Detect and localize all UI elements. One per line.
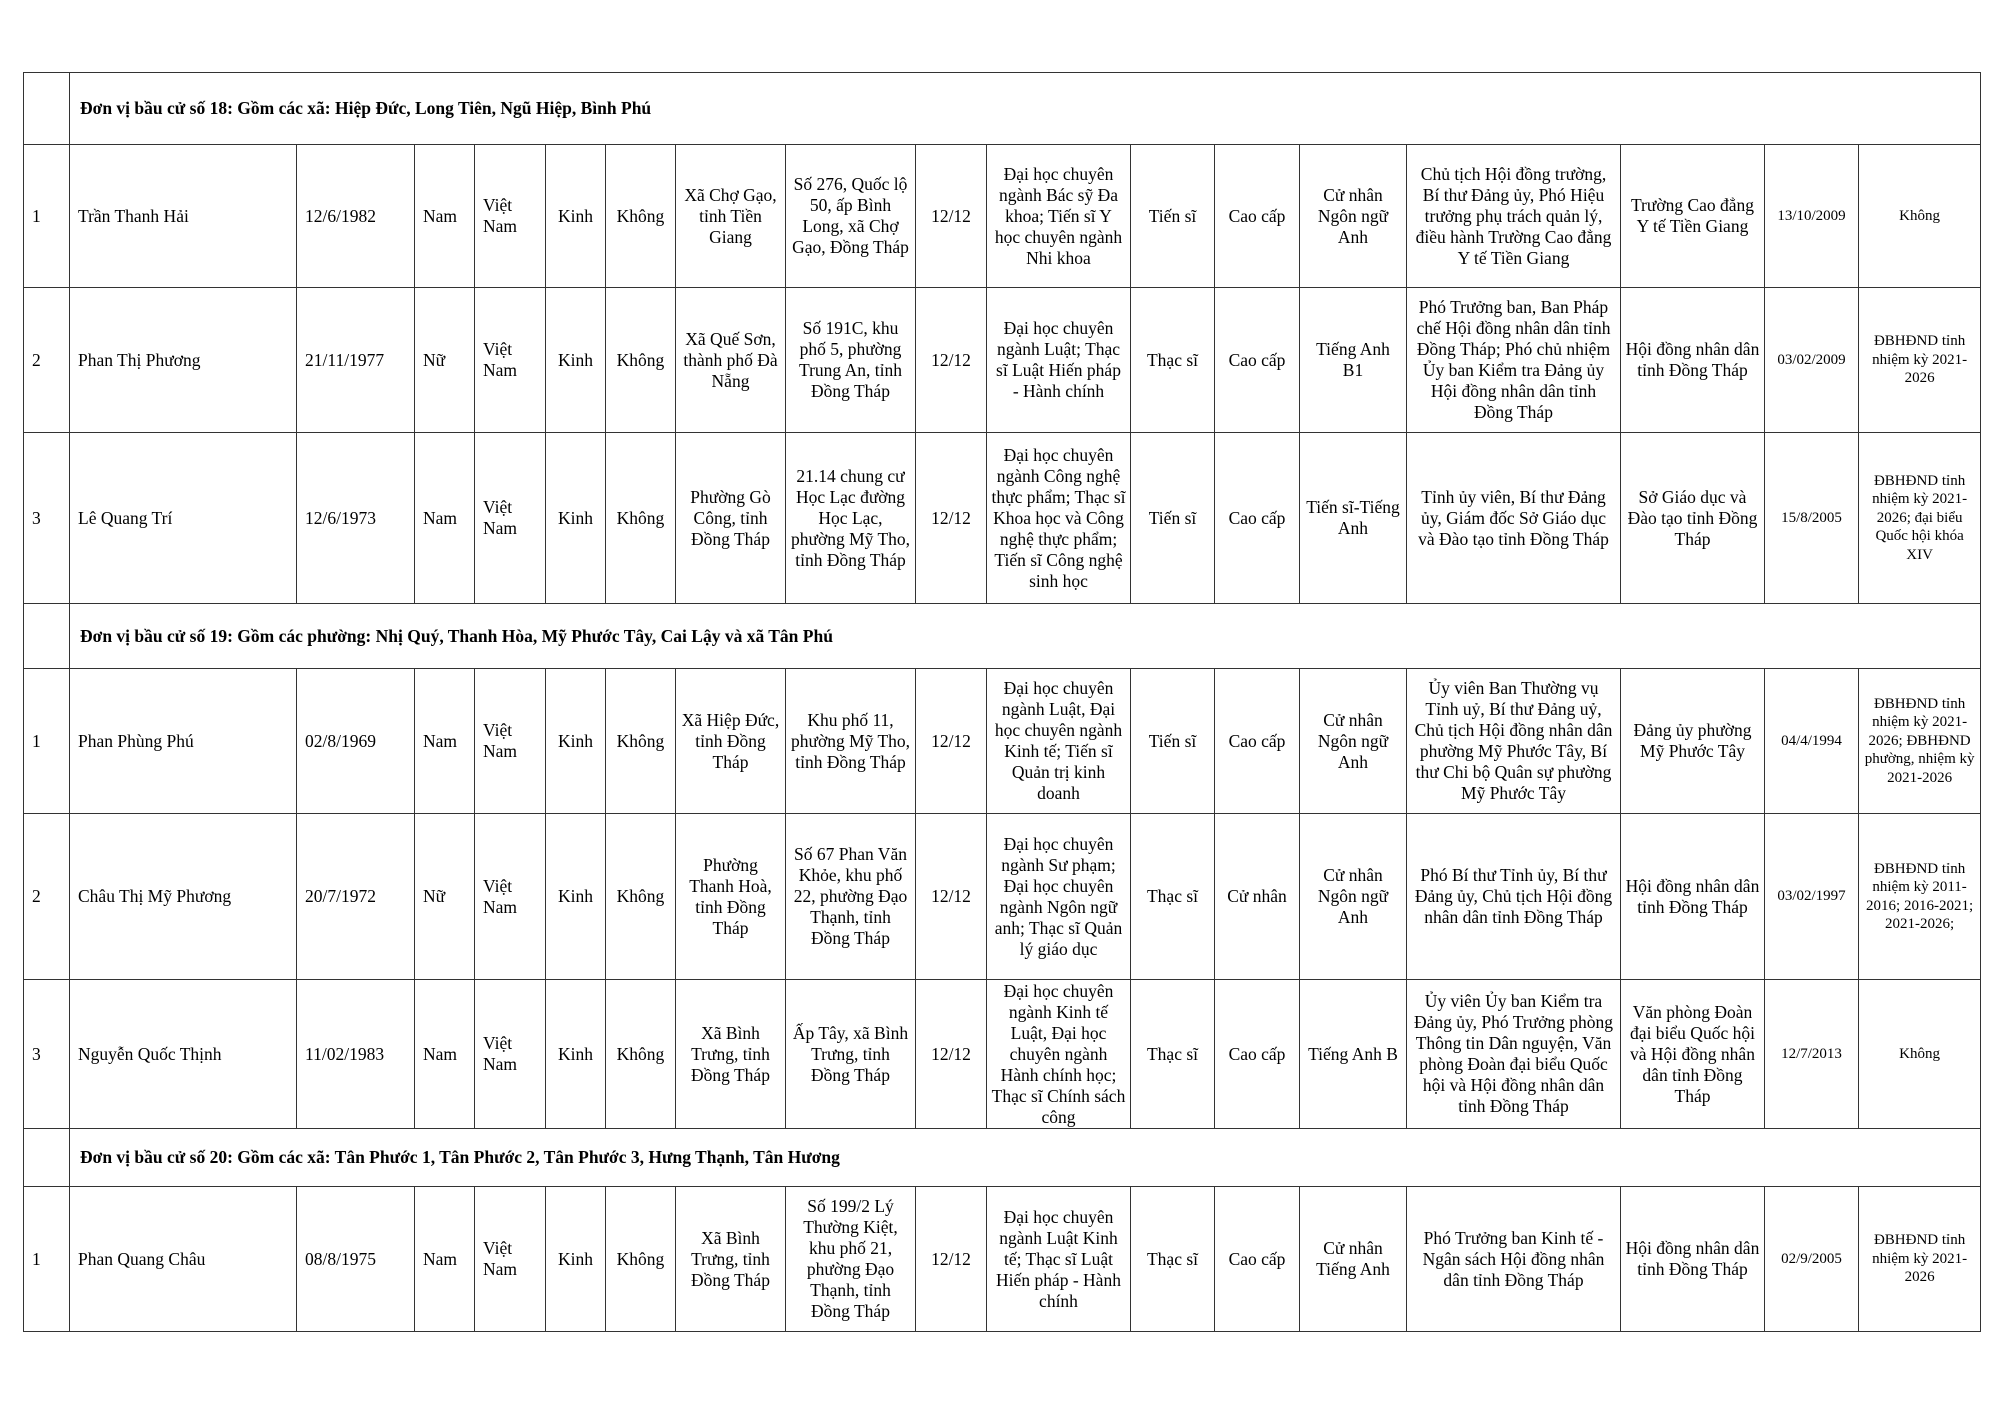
foreign-language: Cử nhân Ngôn ngữ Anh	[1300, 669, 1407, 814]
nationality: Việt Nam	[475, 433, 546, 604]
specialty: Đại học chuyên ngành Sư phạm; Đại học chuyên ngành Ngôn ngữ anh; Thạc sĩ Quản lý giáo dục	[987, 814, 1131, 980]
table-row	[24, 669, 1981, 814]
delegate-history: ĐBHĐND tỉnh nhiệm kỳ 2011-2016; 2016-2021; 2021-2026;	[1859, 814, 1981, 980]
nationality: Việt Nam	[475, 980, 546, 1129]
gender: Nam	[415, 433, 475, 604]
political-theory: Cao cấp	[1215, 433, 1300, 604]
hometown: Xã Bình Trưng, tỉnh Đồng Tháp	[676, 980, 786, 1129]
academic-degree: Tiến sĩ	[1131, 433, 1215, 604]
workplace: Sở Giáo dục và Đào tạo tỉnh Đồng Tháp	[1621, 433, 1765, 604]
general-education: 12/12	[916, 669, 987, 814]
delegate-history: Không	[1859, 980, 1981, 1129]
workplace: Hội đồng nhân dân tỉnh Đồng Tháp	[1621, 288, 1765, 433]
current-position: Chủ tịch Hội đồng trường, Bí thư Đảng ủy, Phó Hiệu trưởng phụ trách quản lý, điều hành Trường Cao đẳng Y tế Tiền Giang	[1407, 145, 1621, 288]
workplace: Đảng ủy phường Mỹ Phước Tây	[1621, 669, 1765, 814]
religion: Không	[606, 145, 676, 288]
candidate-name: Trần Thanh Hải	[70, 145, 297, 288]
general-education: 12/12	[916, 1187, 987, 1332]
religion: Không	[606, 433, 676, 604]
candidate-name: Lê Quang Trí	[70, 433, 297, 604]
candidate-table	[23, 72, 1981, 1332]
group-header-spacer	[24, 604, 70, 669]
gender: Nữ	[415, 814, 475, 980]
current-position: Ủy viên Ban Thường vụ Tỉnh uỷ, Bí thư Đảng uỷ, Chủ tịch Hội đồng nhân dân phường Mỹ Phước Tây, Bí thư Chi bộ Quân sự phường Mỹ Phước Tây	[1407, 669, 1621, 814]
academic-degree: Tiến sĩ	[1131, 669, 1215, 814]
delegate-history: ĐBHĐND tỉnh nhiệm kỳ 2021-2026; ĐBHĐND phường, nhiệm kỳ 2021-2026	[1859, 669, 1981, 814]
political-theory: Cao cấp	[1215, 288, 1300, 433]
date-of-birth: 21/11/1977	[297, 288, 415, 433]
residence: Số 276, Quốc lộ 50, ấp Bình Long, xã Chợ Gạo, Đồng Tháp	[786, 145, 916, 288]
candidate-name: Phan Quang Châu	[70, 1187, 297, 1332]
hometown: Phường Gò Công, tỉnh Đồng Tháp	[676, 433, 786, 604]
academic-degree: Thạc sĩ	[1131, 288, 1215, 433]
party-join-date: 03/02/1997	[1765, 814, 1859, 980]
ethnicity: Kinh	[546, 145, 606, 288]
date-of-birth: 02/8/1969	[297, 669, 415, 814]
candidate-name: Châu Thị Mỹ Phương	[70, 814, 297, 980]
party-join-date: 13/10/2009	[1765, 145, 1859, 288]
nationality: Việt Nam	[475, 145, 546, 288]
general-education: 12/12	[916, 814, 987, 980]
delegate-history: ĐBHĐND tỉnh nhiệm kỳ 2021-2026; đại biểu Quốc hội khóa XIV	[1859, 433, 1981, 604]
table-body	[24, 73, 1981, 1332]
gender: Nam	[415, 980, 475, 1129]
general-education: 12/12	[916, 145, 987, 288]
residence: Số 67 Phan Văn Khỏe, khu phố 22, phường Đạo Thạnh, tỉnh Đồng Tháp	[786, 814, 916, 980]
nationality: Việt Nam	[475, 669, 546, 814]
residence: Số 199/2 Lý Thường Kiệt, khu phố 21, phường Đạo Thạnh, tỉnh Đồng Tháp	[786, 1187, 916, 1332]
residence: Ấp Tây, xã Bình Trưng, tỉnh Đồng Tháp	[786, 980, 916, 1129]
row-number: 2	[24, 814, 70, 980]
delegate-history: ĐBHĐND tỉnh nhiệm kỳ 2021-2026	[1859, 1187, 1981, 1332]
foreign-language: Cử nhân Tiếng Anh	[1300, 1187, 1407, 1332]
specialty: Đại học chuyên ngành Kinh tế Luật, Đại học chuyên ngành Hành chính học; Thạc sĩ Chính sách công	[987, 980, 1131, 1129]
party-join-date: 15/8/2005	[1765, 433, 1859, 604]
table-row	[24, 288, 1981, 433]
row-number: 1	[24, 669, 70, 814]
row-number: 1	[24, 145, 70, 288]
hometown: Xã Chợ Gạo, tỉnh Tiền Giang	[676, 145, 786, 288]
specialty: Đại học chuyên ngành Luật; Thạc sĩ Luật Hiến pháp - Hành chính	[987, 288, 1131, 433]
religion: Không	[606, 288, 676, 433]
religion: Không	[606, 1187, 676, 1332]
workplace: Hội đồng nhân dân tỉnh Đồng Tháp	[1621, 1187, 1765, 1332]
religion: Không	[606, 980, 676, 1129]
row-number: 2	[24, 288, 70, 433]
current-position: Ủy viên Ủy ban Kiểm tra Đảng ủy, Phó Trưởng phòng Thông tin Dân nguyện, Văn phòng Đoàn đại biểu Quốc hội và Hội đồng nhân dân tỉnh Đồng Tháp	[1407, 980, 1621, 1129]
political-theory: Cao cấp	[1215, 1187, 1300, 1332]
specialty: Đại học chuyên ngành Luật Kinh tế; Thạc sĩ Luật Hiến pháp - Hành chính	[987, 1187, 1131, 1332]
academic-degree: Tiến sĩ	[1131, 145, 1215, 288]
gender: Nam	[415, 669, 475, 814]
gender: Nam	[415, 145, 475, 288]
date-of-birth: 12/6/1982	[297, 145, 415, 288]
academic-degree: Thạc sĩ	[1131, 1187, 1215, 1332]
foreign-language: Cử nhân Ngôn ngữ Anh	[1300, 814, 1407, 980]
table-row	[24, 814, 1981, 980]
specialty: Đại học chuyên ngành Luật, Đại học chuyên ngành Kinh tế; Tiến sĩ Quản trị kinh doanh	[987, 669, 1131, 814]
date-of-birth: 20/7/1972	[297, 814, 415, 980]
nationality: Việt Nam	[475, 288, 546, 433]
nationality: Việt Nam	[475, 814, 546, 980]
candidate-name: Phan Phùng Phú	[70, 669, 297, 814]
date-of-birth: 12/6/1973	[297, 433, 415, 604]
workplace: Hội đồng nhân dân tỉnh Đồng Tháp	[1621, 814, 1765, 980]
group-title: Đơn vị bầu cử số 18: Gồm các xã: Hiệp Đức, Long Tiên, Ngũ Hiệp, Bình Phú	[70, 73, 1981, 145]
ethnicity: Kinh	[546, 433, 606, 604]
current-position: Phó Trưởng ban Kinh tế - Ngân sách Hội đồng nhân dân tỉnh Đồng Tháp	[1407, 1187, 1621, 1332]
hometown: Xã Hiệp Đức, tỉnh Đồng Tháp	[676, 669, 786, 814]
general-education: 12/12	[916, 288, 987, 433]
party-join-date: 12/7/2013	[1765, 980, 1859, 1129]
current-position: Phó Bí thư Tỉnh ủy, Bí thư Đảng ủy, Chủ tịch Hội đồng nhân dân tỉnh Đồng Tháp	[1407, 814, 1621, 980]
candidate-name: Phan Thị Phương	[70, 288, 297, 433]
table-row	[24, 145, 1981, 288]
nationality: Việt Nam	[475, 1187, 546, 1332]
general-education: 12/12	[916, 433, 987, 604]
ethnicity: Kinh	[546, 669, 606, 814]
table-row	[24, 1187, 1981, 1332]
party-join-date: 04/4/1994	[1765, 669, 1859, 814]
group-title: Đơn vị bầu cử số 20: Gồm các xã: Tân Phước 1, Tân Phước 2, Tân Phước 3, Hưng Thạnh, Tân Hương	[70, 1129, 1981, 1187]
gender: Nam	[415, 1187, 475, 1332]
specialty: Đại học chuyên ngành Bác sỹ Đa khoa; Tiến sĩ Y học chuyên ngành Nhi khoa	[987, 145, 1131, 288]
row-number: 3	[24, 980, 70, 1129]
residence: Khu phố 11, phường Mỹ Tho, tỉnh Đồng Tháp	[786, 669, 916, 814]
ethnicity: Kinh	[546, 814, 606, 980]
religion: Không	[606, 669, 676, 814]
hometown: Xã Quế Sơn, thành phố Đà Nẵng	[676, 288, 786, 433]
political-theory: Cao cấp	[1215, 145, 1300, 288]
candidate-name: Nguyễn Quốc Thịnh	[70, 980, 297, 1129]
date-of-birth: 08/8/1975	[297, 1187, 415, 1332]
foreign-language: Tiến sĩ-Tiếng Anh	[1300, 433, 1407, 604]
party-join-date: 02/9/2005	[1765, 1187, 1859, 1332]
row-number: 3	[24, 433, 70, 604]
group-header-row	[24, 1129, 1981, 1187]
date-of-birth: 11/02/1983	[297, 980, 415, 1129]
hometown: Phường Thanh Hoà, tỉnh Đồng Tháp	[676, 814, 786, 980]
foreign-language: Tiếng Anh B	[1300, 980, 1407, 1129]
table-row	[24, 433, 1981, 604]
workplace: Văn phòng Đoàn đại biểu Quốc hội và Hội đồng nhân dân tỉnh Đồng Tháp	[1621, 980, 1765, 1129]
current-position: Phó Trưởng ban, Ban Pháp chế Hội đồng nhân dân tỉnh Đồng Tháp; Phó chủ nhiệm Ủy ban Kiểm tra Đảng ủy Hội đồng nhân dân tỉnh Đồng Tháp	[1407, 288, 1621, 433]
ethnicity: Kinh	[546, 288, 606, 433]
row-number: 1	[24, 1187, 70, 1332]
ethnicity: Kinh	[546, 1187, 606, 1332]
group-header-row	[24, 604, 1981, 669]
gender: Nữ	[415, 288, 475, 433]
political-theory: Cao cấp	[1215, 669, 1300, 814]
hometown: Xã Bình Trưng, tỉnh Đồng Tháp	[676, 1187, 786, 1332]
academic-degree: Thạc sĩ	[1131, 814, 1215, 980]
general-education: 12/12	[916, 980, 987, 1129]
academic-degree: Thạc sĩ	[1131, 980, 1215, 1129]
specialty: Đại học chuyên ngành Công nghệ thực phẩm; Thạc sĩ Khoa học và Công nghệ thực phẩm; Tiến sĩ Công nghệ sinh học	[987, 433, 1131, 604]
delegate-history: Không	[1859, 145, 1981, 288]
current-position: Tỉnh ủy viên, Bí thư Đảng ủy, Giám đốc Sở Giáo dục và Đào tạo tỉnh Đồng Tháp	[1407, 433, 1621, 604]
group-title: Đơn vị bầu cử số 19: Gồm các phường: Nhị Quý, Thanh Hòa, Mỹ Phước Tây, Cai Lậy và xã Tân Phú	[70, 604, 1981, 669]
ethnicity: Kinh	[546, 980, 606, 1129]
group-header-row	[24, 73, 1981, 145]
workplace: Trường Cao đẳng Y tế Tiền Giang	[1621, 145, 1765, 288]
delegate-history: ĐBHĐND tỉnh nhiệm kỳ 2021-2026	[1859, 288, 1981, 433]
political-theory: Cử nhân	[1215, 814, 1300, 980]
political-theory: Cao cấp	[1215, 980, 1300, 1129]
residence: Số 191C, khu phố 5, phường Trung An, tỉnh Đồng Tháp	[786, 288, 916, 433]
group-header-spacer	[24, 73, 70, 145]
group-header-spacer	[24, 1129, 70, 1187]
table-row	[24, 980, 1981, 1129]
foreign-language: Tiếng Anh B1	[1300, 288, 1407, 433]
foreign-language: Cử nhân Ngôn ngữ Anh	[1300, 145, 1407, 288]
party-join-date: 03/02/2009	[1765, 288, 1859, 433]
residence: 21.14 chung cư Học Lạc đường Học Lạc, phường Mỹ Tho, tỉnh Đồng Tháp	[786, 433, 916, 604]
religion: Không	[606, 814, 676, 980]
